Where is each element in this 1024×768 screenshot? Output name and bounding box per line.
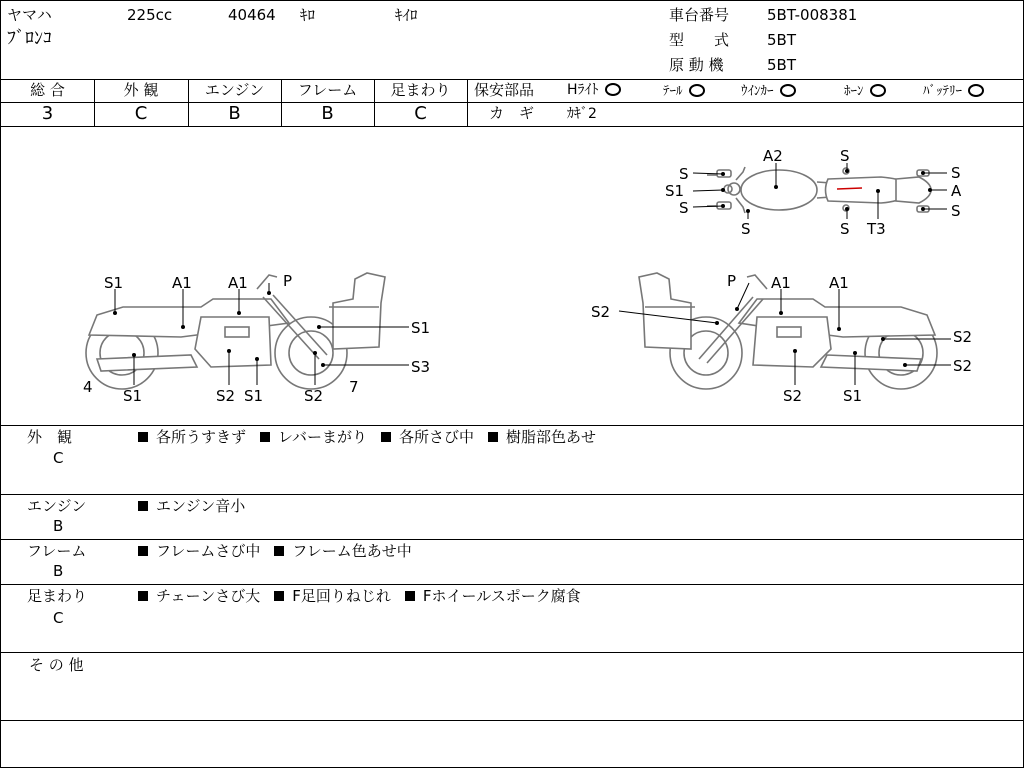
bullet-square-icon (381, 432, 391, 442)
mark-label: S1 (665, 182, 685, 200)
mileage-unit: ｷﾛ (300, 6, 316, 24)
key-value: ｶｷﾞ2 (567, 106, 597, 122)
model-type-label: 型 式 (669, 31, 730, 49)
grade-overall-value: 3 (41, 103, 54, 124)
mark-label: A1 (829, 274, 849, 292)
bullet-square-icon (488, 432, 498, 442)
divider (1, 425, 1023, 426)
mark-label: P (727, 272, 737, 290)
bullet-square-icon (274, 591, 284, 601)
divider (1, 652, 1023, 653)
note-engine-grade: B (53, 517, 64, 535)
note-frame-items (138, 544, 426, 559)
mark-label: S2 (591, 303, 611, 321)
divider (1, 79, 1023, 80)
mark-label: 7 (349, 378, 359, 396)
note-item: Fホイールスポーク腐食 (405, 587, 581, 605)
mark-label: S1 (411, 319, 431, 337)
divider (1, 720, 1023, 721)
safety-taillight: ﾃｰﾙ (663, 84, 705, 98)
divider (1, 494, 1023, 495)
note-frame-grade: B (53, 562, 64, 580)
mark-label: S2 (953, 357, 973, 375)
check-circle-icon (605, 83, 621, 96)
key-label: カ ギ (489, 104, 535, 122)
check-circle-icon (689, 84, 705, 97)
grade-suspension-value: C (414, 103, 427, 124)
check-circle-icon (968, 84, 984, 97)
grade-overall-label: 総 合 (30, 81, 65, 99)
note-engine-items (138, 499, 259, 514)
check-circle-icon (870, 84, 886, 97)
mark-label: P (283, 272, 293, 290)
grade-exterior-value: C (134, 103, 148, 124)
grade-exterior-label: 外 観 (123, 81, 159, 99)
mark-label: S2 (216, 387, 236, 405)
bullet-square-icon (138, 432, 148, 442)
mark-label: S (951, 164, 961, 182)
mark-label: S2 (953, 328, 973, 346)
note-exterior-items (138, 430, 610, 445)
divider (1, 584, 1023, 585)
safety-horn: ﾎｰﾝ (844, 84, 886, 98)
mark-label: A (951, 182, 962, 200)
mark-label: A1 (172, 274, 192, 292)
mark-label: S (840, 147, 850, 165)
frame-number-label: 車台番号 (669, 6, 730, 24)
mark-label: S (840, 220, 850, 238)
divider (467, 102, 1023, 103)
note-other-category: そ の 他 (29, 656, 84, 674)
bullet-square-icon (274, 546, 284, 556)
bullet-square-icon (138, 501, 148, 511)
note-item: 各所うすきず (138, 428, 246, 446)
mark-label: 4 (83, 378, 93, 396)
grade-suspension-label: 足まわり (390, 81, 451, 99)
mark-label: A1 (228, 274, 248, 292)
note-item: 各所さび中 (381, 428, 474, 446)
note-item: レバーまがり (260, 428, 367, 446)
divider (1, 539, 1023, 540)
top-view-bike (707, 167, 931, 213)
note-item: フレームさび中 (138, 542, 260, 560)
mark-label: S2 (304, 387, 324, 405)
engine-type-value: 5BT (767, 56, 796, 74)
displacement: 225cc (127, 6, 173, 24)
bullet-square-icon (260, 432, 270, 442)
bullet-square-icon (138, 546, 148, 556)
damage-diagram (1, 127, 1023, 425)
note-frame-category: フレーム (27, 542, 87, 560)
mark-label: T3 (867, 220, 886, 238)
maker-name: ヤマハ (7, 6, 52, 24)
mark-label: S (951, 202, 961, 220)
model-type-value: 5BT (767, 31, 796, 49)
check-circle-icon (780, 84, 796, 97)
bullet-square-icon (405, 591, 415, 601)
grade-engine-label: エンジン (204, 81, 265, 99)
mark-label: S2 (783, 387, 803, 405)
mark-label: S1 (104, 274, 124, 292)
note-suspension-grade: C (53, 609, 64, 627)
mark-label: S (741, 220, 751, 238)
mark-label: S1 (843, 387, 863, 405)
grade-engine-value: B (228, 103, 241, 124)
damage-mark (837, 188, 862, 189)
note-engine-category: エンジン (27, 497, 87, 515)
safety-parts-title: 保安部品 (474, 81, 535, 99)
grade-frame-label: フレーム (297, 81, 358, 99)
model-name: ﾌﾞﾛﾝｺ (7, 28, 52, 49)
frame-number-value: 5BT-008381 (767, 6, 858, 24)
note-item: 樹脂部色あせ (488, 428, 596, 446)
note-suspension-category: 足まわり (27, 587, 88, 605)
note-suspension-items (138, 589, 595, 604)
mark-label: S3 (411, 358, 431, 376)
engine-type-label: 原 動 機 (669, 56, 724, 74)
note-exterior-category: 外 観 (27, 428, 73, 446)
mileage-unit-secondary: ｷｲﾛ (395, 6, 418, 24)
grade-frame-value: B (321, 103, 334, 124)
mark-label: A1 (771, 274, 791, 292)
mark-label: S1 (244, 387, 264, 405)
safety-winker: ｳｲﾝｶｰ (741, 84, 796, 98)
mark-label: S (679, 199, 689, 217)
mark-label: S (679, 165, 689, 183)
mark-label: S1 (123, 387, 143, 405)
mark-label: A2 (763, 147, 783, 165)
note-item: F足回りねじれ (274, 587, 391, 605)
safety-headlight: Hﾗｲﾄ (567, 83, 621, 97)
note-exterior-grade: C (53, 449, 64, 467)
safety-battery: ﾊﾞｯﾃﾘｰ (923, 84, 984, 98)
note-item: エンジン音小 (138, 497, 245, 515)
note-item: チェーンさび大 (138, 587, 260, 605)
note-item: フレーム色あせ中 (274, 542, 411, 560)
bullet-square-icon (138, 591, 148, 601)
mileage-value: 40464 (228, 6, 276, 24)
